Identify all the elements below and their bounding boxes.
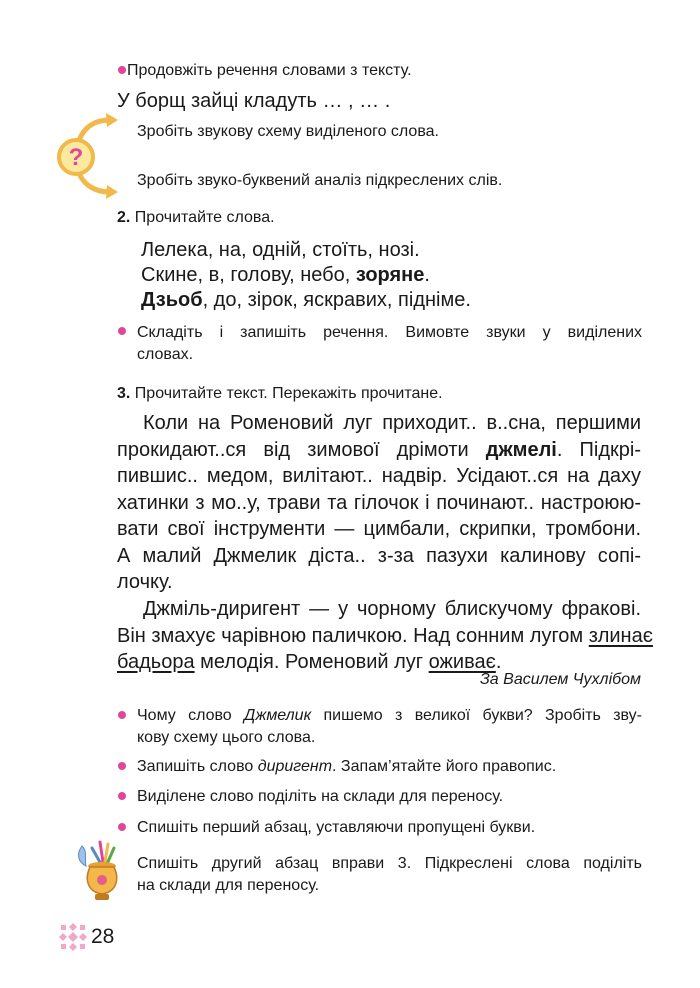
top-task: Продовжіть речення словами з тексту. [127,62,412,79]
ex2-task-line-1: Складіть і запишіть речення. Вимовте звуки у виділених [137,324,642,341]
p1-line-4: хатинки з мо..у, трави та гілочок і починают.. настроюю- [117,491,641,514]
question-3: Виділене слово поділіть на склади для переносу. [137,788,504,805]
question-1-line-1 [137,705,642,727]
question-1-line-2: кову схему цього слова. [137,729,316,746]
sentence-start: У борщ зайці кладуть … , … . [117,90,391,112]
q2-italic: диригент [257,758,333,775]
question-4: Спишіть перший абзац, уставляючи пропущені букви. [137,819,536,836]
bullet-dot [118,762,126,770]
homework-vase-icon [70,840,132,906]
ex3-instruction: Прочитайте текст. Перекажіть прочитане. [134,385,443,402]
bullet-dot [118,823,126,831]
ex3-paragraph-2 [117,596,653,676]
bullet-dot [118,711,126,719]
p2-underlined-word-3: оживає [428,651,496,673]
p2-underlined-word-1: злинає [588,624,653,647]
ex2-words-3 [141,286,471,314]
p2-line-2-a: Він змахує чарівною паличкою. Над сонним лугом [117,624,589,647]
question-1 [137,705,642,749]
ex3-header [117,383,443,405]
ex3-paragraph-1 [117,410,641,596]
ornament-icon [58,922,88,952]
p1-bold-word: джмелі [485,438,557,461]
ex3-number: 3. [117,385,131,402]
p1-line-3: пившис.. медом, вилітают.. надвір. Усідают..ся на даху [117,465,641,487]
ex2-words-3-text: , до, зірок, яскравих, підніме. [202,289,471,311]
p2-underlined-word-2: бадьора [117,651,195,673]
ex2-number: 2. [117,209,131,226]
question-2 [137,756,556,778]
q2-a: Запишіть слово [137,758,258,775]
ex2-bold-word-2: Дзьоб [141,289,203,311]
p1-line-1: Коли на Роменовий луг приходит.. в..сна, першими [143,412,641,434]
svg-text:?: ? [68,144,84,171]
ex2-task-line-2: словах. [137,346,194,363]
bullet-dot [118,66,126,74]
page-number: 28 [91,925,115,948]
q2-b: . Запам’ятайте його правопис. [332,758,557,775]
ex2-header [117,207,275,229]
q1-a: Чому слово [137,707,245,724]
p1-line-2-b: . Підкрі- [556,438,642,461]
p2-line-3-a: мелодія. Роменовий луг [194,651,429,673]
homework-line-2: на склади для переносу. [137,877,320,894]
q1-italic: Джмелик [244,707,312,724]
p1-line-6: А малий Джмелик діста.. з-за пазухи калинову сопі- [117,544,641,567]
p1-line-2 [117,437,641,464]
author-credit: За Василем Чухлібом [479,671,641,688]
q-task-2: Зробіть звуко-буквений аналіз підкреслених слів. [137,172,503,189]
q-task-1: Зробіть звукову схему виділеного слова. [137,123,439,140]
bullet-dot [118,792,126,800]
ex2-bold-word-1: зоряне [355,264,425,286]
ex2-task [137,322,642,366]
p1-line-2-a: прокидают..ся від зимової дрімоти [117,438,486,461]
p1-line-5: вати свої інструменти — цимбали, скрипки, тромбони. [117,518,641,540]
ex2-words-2-text: Скине, в, голову, небо, [141,264,356,286]
homework-line-1: Спишіть другий абзац вправи 3. Підкреслені слова поділіть [137,855,642,872]
question-badge-icon [52,112,122,202]
bullet-dot [118,327,126,335]
p1-line-7: лочку. [117,571,173,593]
p2-line-1: Джміль-диригент — у чорному блискучому фракові. [143,598,641,620]
ex2-words-2 [141,261,430,289]
p2-line-2 [117,623,653,650]
ex2-words-1: Лелека, на, одній, стоїть, нозі. [141,239,420,261]
q1-b: пишемо з великої букви? Зробіть зву- [311,707,643,724]
homework-task [137,853,642,897]
p2-line-3-b: . [495,651,502,673]
ex2-instruction: Прочитайте слова. [134,209,275,226]
ex2-words-2-end: . [424,264,430,286]
